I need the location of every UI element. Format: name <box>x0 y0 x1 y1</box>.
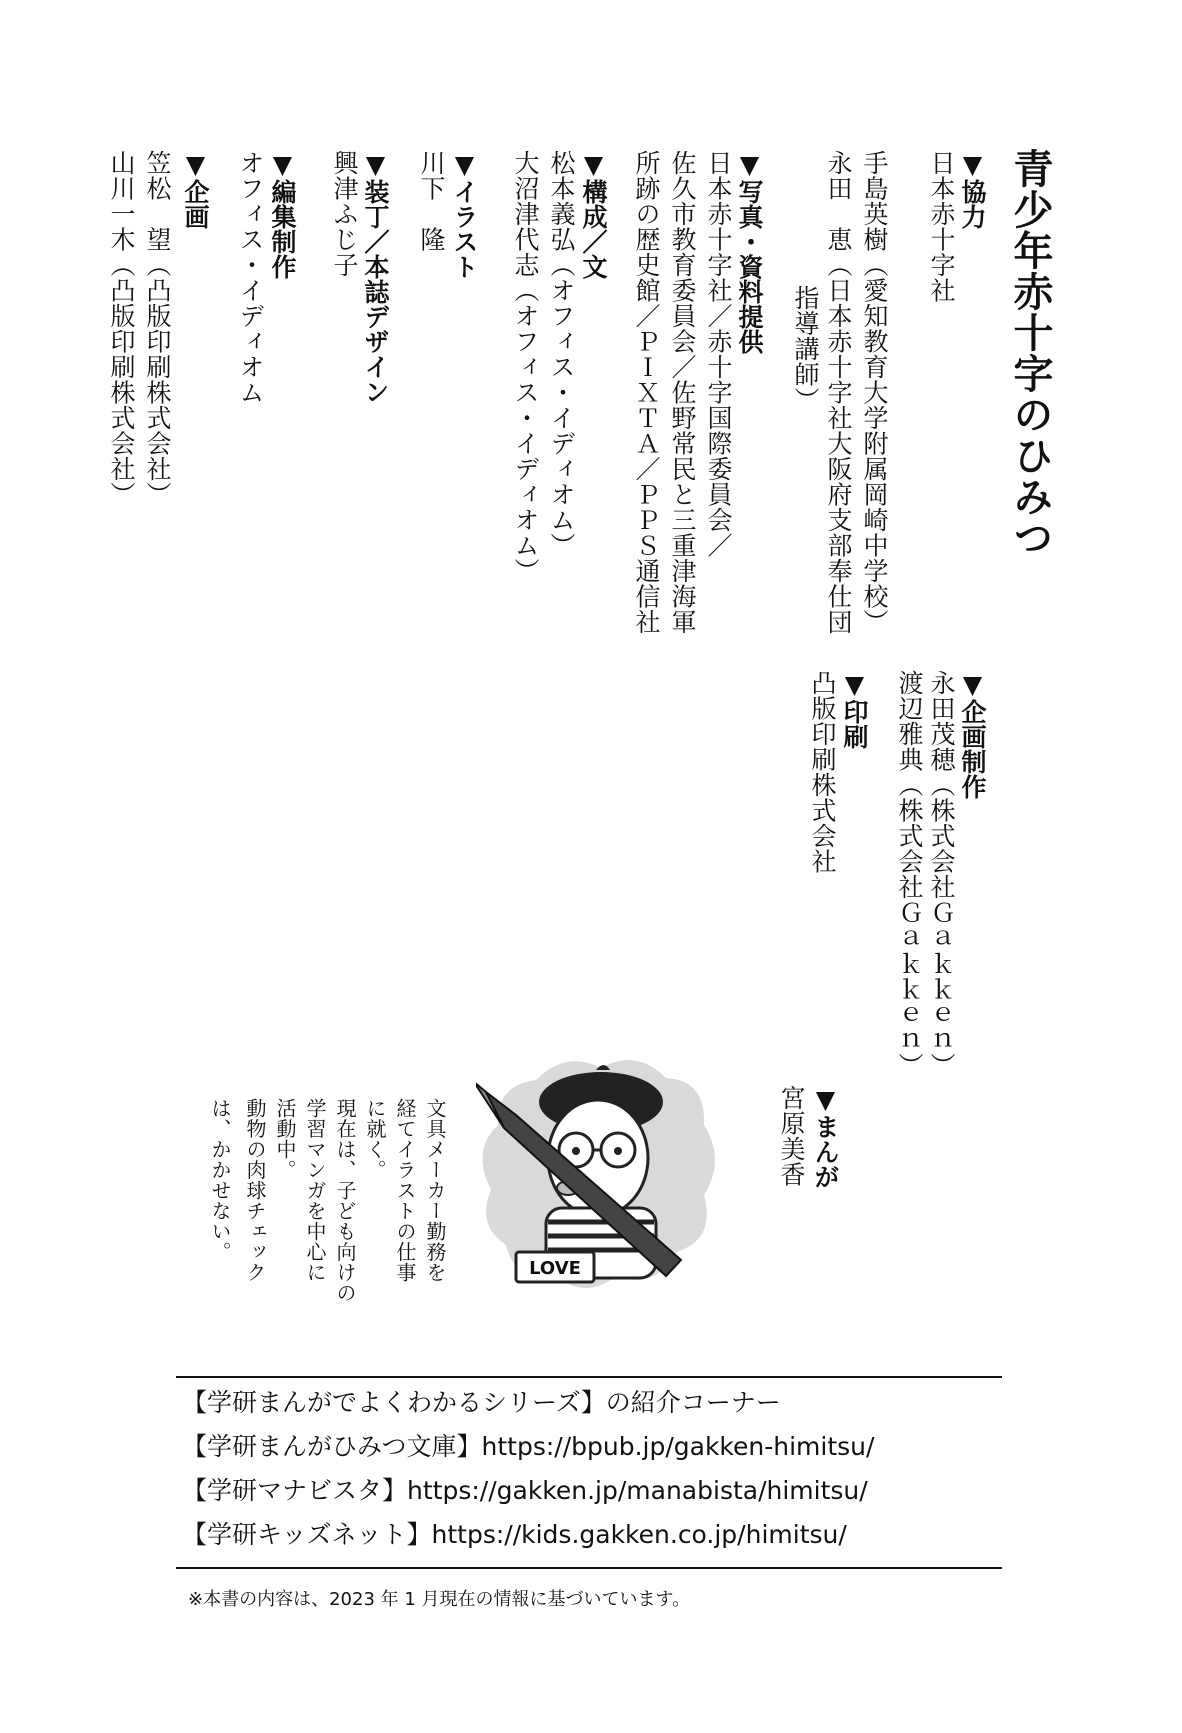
credit-line: 所跡の歴史館／ＰＩＸＴＡ／ＰＰＳ通信社 <box>632 150 661 635</box>
credit-heading: ▼写真・資料提供 <box>735 150 764 354</box>
profile-line: は、かかせない。 <box>208 1098 232 1262</box>
profile-line: 文具メーカー勤務を <box>423 1098 447 1283</box>
credit-line: 宮原美香 <box>777 1085 806 1187</box>
credit-heading: ▼企画制作 <box>958 670 987 799</box>
credit-line: 笠松 望（凸版印刷株式会社） <box>143 150 172 507</box>
credit-line: 日本赤十字社／赤十字国際委員会／ <box>704 150 733 558</box>
footnote: ※本書の内容は、2023 年 1 月現在の情報に基づいています。 <box>188 1589 691 1610</box>
credit-heading: ▼まんが <box>811 1085 840 1189</box>
credit-line: オフィス・イディオム <box>236 150 265 405</box>
links-bottom-rule <box>176 1567 1002 1569</box>
artist-portrait-illustration <box>476 1040 726 1300</box>
credit-heading: ▼協力 <box>958 150 987 229</box>
credit-line: 永田 恵（日本赤十字社大阪府支部奉仕団 <box>824 150 853 635</box>
profile-line: 経てイラストの仕事 <box>393 1098 417 1283</box>
links-intro: 【学研まんがでよくわかるシリーズ】の紹介コーナー <box>182 1388 781 1417</box>
credit-line: 凸版印刷株式会社 <box>808 670 837 874</box>
credit-heading: ▼構成／文 <box>579 150 608 279</box>
links-top-rule <box>176 1376 1002 1378</box>
link-url[interactable]: https://kids.gakken.co.jp/himitsu/ <box>431 1520 847 1549</box>
link-row-manabista <box>182 1478 868 1503</box>
book-title: 青少年赤十字のひみつ <box>1007 148 1053 558</box>
link-row-himitsu-bunko <box>182 1434 874 1459</box>
love-badge-text: LOVE <box>529 1258 581 1279</box>
credit-line: 日本赤十字社 <box>927 150 956 303</box>
link-name: 【学研まんがひみつ文庫】 <box>182 1432 482 1461</box>
credit-line: 松本義弘（オフィス・イディオム） <box>547 150 576 558</box>
credit-line: 永田茂穂（株式会社Ｇａｋｋｅｎ） <box>927 670 956 1078</box>
credit-line: 手島英樹（愛知教育大学附属岡崎中学校） <box>860 150 889 635</box>
credit-heading: ▼イラスト <box>450 150 479 279</box>
profile-line: 動物の肉球チェック <box>243 1098 267 1283</box>
credit-line: 渡辺雅典（株式会社Ｇａｋｋｅｎ） <box>895 670 924 1078</box>
credit-line: 興津ふじ子 <box>330 150 359 278</box>
link-name: 【学研キッズネット】 <box>182 1520 432 1549</box>
link-row-kidsnet <box>182 1522 847 1547</box>
link-url[interactable]: https://gakken.jp/manabista/himitsu/ <box>407 1476 868 1505</box>
credit-line: 川下 隆 <box>417 150 446 252</box>
profile-line: 学習マンガを中心に <box>303 1098 327 1283</box>
link-name: 【学研マナビスタ】 <box>182 1476 408 1505</box>
profile-line: に就く。 <box>363 1098 387 1180</box>
credit-heading: ▼装丁／本誌デザイン <box>361 150 390 404</box>
credit-heading: ▼印刷 <box>840 670 869 749</box>
credit-line: 佐久市教育委員会／佐野常民と三重津海軍 <box>668 150 697 635</box>
credit-line: 指導講師） <box>791 285 820 413</box>
credit-heading: ▼企画 <box>181 150 210 229</box>
profile-line: 現在は、子ども向けの <box>333 1098 357 1303</box>
link-url[interactable]: https://bpub.jp/gakken-himitsu/ <box>481 1432 875 1461</box>
credit-heading: ▼編集制作 <box>268 150 297 279</box>
profile-line: 活動中。 <box>273 1098 297 1180</box>
credit-line: 山川一木（凸版印刷株式会社） <box>107 150 136 507</box>
credit-line: 大沼津代志（オフィス・イディオム） <box>511 150 540 584</box>
